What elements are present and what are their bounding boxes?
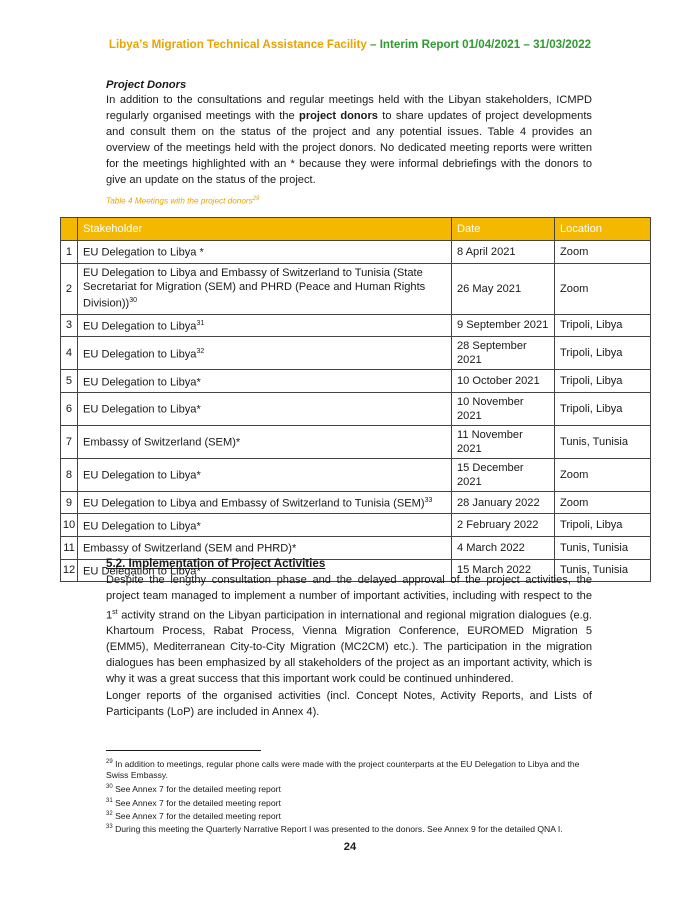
header-location: Location [555, 218, 651, 241]
row-stakeholder [78, 458, 452, 491]
stakeholder-text: EU Delegation to Libya* [83, 520, 201, 533]
footnote-divider [106, 750, 261, 751]
stakeholder-text: EU Delegation to Libya and Embassy of Switzerland to Tunisia (State Secretariat for Migration (SEM) and PHRD (Peace and Human Rights Division)) [83, 267, 426, 310]
footnote-number: 29 [106, 759, 113, 765]
header-stakeholder: Stakeholder [78, 218, 452, 241]
row-location: Zoom [555, 241, 651, 264]
table-row [61, 458, 651, 491]
header-period: – Interim Report 01/04/2021 – 31/03/2022 [366, 38, 592, 51]
table-row [61, 370, 651, 393]
row-location: Tunis, Tunisia [555, 559, 651, 582]
paragraph-project-donors [106, 93, 592, 188]
footnote-ref: 32 [196, 347, 205, 355]
para2-text-b: activity strand on the Libyan participation in international and regional migration dialogues (e.g. Khartoum Process, Rabat Process, Vienna Migration Conference, EUROMED Migration 5 (EMM5), Mediterranean City-to-City Migration (MC2CM) etc.). The participation in the migration dialogues has been emphasized by all stakeholders of the project as an important activity, which is why it was a great success that this important work could be continued unhindered. [106, 609, 592, 686]
row-date: 4 March 2022 [452, 536, 555, 559]
row-stakeholder [78, 491, 452, 514]
stakeholder-text: EU Delegation to Libya [83, 320, 197, 333]
row-number: 1 [61, 241, 78, 264]
footnote-text: In addition to meetings, regular phone calls were made with the project counterparts at the EU Delegation to Libya and the Swiss Embassy. [106, 758, 580, 781]
footnote-ref: 33 [424, 497, 433, 505]
para1-bold: project donors [299, 109, 378, 122]
row-location: Tripoli, Libya [555, 337, 651, 370]
section-heading-implementation: 5.2. Implementation of Project Activities [106, 557, 326, 570]
table-header-row [61, 218, 651, 241]
meetings-table [60, 217, 651, 582]
footnote-29 [106, 757, 596, 782]
row-date: 11 November 2021 [452, 425, 555, 458]
caption-text: Table 4 Meetings with the project donors [106, 196, 253, 206]
table-row [61, 392, 651, 425]
footnote-text: See Annex 7 for the detailed meeting report [112, 783, 281, 794]
footnote-ref: 30 [129, 297, 138, 305]
row-date: 26 May 2021 [452, 263, 555, 314]
para1-text-b: to share updates of project developments and consult them on the status of the project and any potential issues. Table 4 provides an overview of the meetings held with the project donors. No dedicated meeting reports were written for the meetings highlighted with an * because they were informal debriefings with the donors to give an update on the status of the project. [106, 109, 592, 186]
row-location: Zoom [555, 458, 651, 491]
para2-text-a: Despite the lengthy consultation phase and the delayed approval of the project activities, the project team managed to implement a number of important activities, including with respect to the 1 [106, 574, 592, 622]
row-stakeholder [78, 425, 452, 458]
running-header [0, 38, 700, 51]
table-row [61, 491, 651, 514]
row-stakeholder [78, 536, 452, 559]
para1-text-a: In addition to the consultations and regular meetings held with the Libyan stakeholders, ICMPD regularly organised meetings with the [106, 94, 592, 122]
footnote-text: See Annex 7 for the detailed meeting report [112, 810, 281, 821]
stakeholder-text: EU Delegation to Libya* [83, 376, 201, 389]
row-date: 8 April 2021 [452, 241, 555, 264]
stakeholder-text: Embassy of Switzerland (SEM and PHRD)* [83, 543, 297, 556]
header-date: Date [452, 218, 555, 241]
header-title: Libya’s Migration Technical Assistance Facility [108, 38, 367, 51]
footnote-ref: 31 [196, 320, 205, 328]
row-number: 2 [61, 263, 78, 314]
paragraph-implementation [106, 573, 592, 688]
table-row [61, 514, 651, 537]
row-number: 11 [61, 536, 78, 559]
row-location: Tunis, Tunisia [555, 536, 651, 559]
footnote-number: 31 [106, 797, 113, 804]
row-stakeholder [78, 337, 452, 370]
row-location: Tunis, Tunisia [555, 425, 651, 458]
row-number: 6 [61, 392, 78, 425]
row-location: Tripoli, Libya [555, 314, 651, 337]
row-location: Tripoli, Libya [555, 514, 651, 537]
row-date: 28 January 2022 [452, 491, 555, 514]
stakeholder-text: EU Delegation to Libya* [83, 404, 201, 417]
section-title-project-donors: Project Donors [106, 79, 187, 91]
row-number: 7 [61, 425, 78, 458]
stakeholder-text: EU Delegation to Libya * [83, 247, 204, 260]
row-number: 4 [61, 337, 78, 370]
row-stakeholder [78, 392, 452, 425]
table-row [61, 241, 651, 264]
footnote-text: See Annex 7 for the detailed meeting report [112, 797, 281, 808]
row-number: 8 [61, 458, 78, 491]
row-stakeholder [78, 514, 452, 537]
row-location: Zoom [555, 491, 651, 514]
row-date: 9 September 2021 [452, 314, 555, 337]
table-row [61, 337, 651, 370]
row-date: 28 September 2021 [452, 337, 555, 370]
table-row [61, 314, 651, 337]
stakeholder-text: EU Delegation to Libya and Embassy of Switzerland to Tunisia (SEM) [83, 497, 425, 510]
table-row [61, 425, 651, 458]
row-date: 10 November 2021 [452, 392, 555, 425]
stakeholder-text: EU Delegation to Libya [83, 348, 197, 361]
row-stakeholder [78, 314, 452, 337]
row-date: 15 December 2021 [452, 458, 555, 491]
row-number: 9 [61, 491, 78, 514]
row-stakeholder [78, 370, 452, 393]
footnote-number: 33 [106, 824, 113, 831]
row-date: 2 February 2022 [452, 514, 555, 537]
table-caption [106, 196, 259, 206]
row-date: 15 March 2022 [452, 559, 555, 582]
footnote-number: 32 [106, 810, 113, 817]
footnote-number: 30 [106, 784, 113, 791]
footnote-32 [106, 809, 596, 822]
row-location: Tripoli, Libya [555, 392, 651, 425]
page-number: 24 [343, 841, 357, 853]
stakeholder-text: EU Delegation to Libya* [83, 470, 201, 483]
footnote-31 [106, 796, 596, 809]
row-number: 5 [61, 370, 78, 393]
row-location: Zoom [555, 263, 651, 314]
header-num [61, 218, 78, 241]
table-row [61, 263, 651, 314]
paragraph-longer-reports: Longer reports of the organised activities (incl. Concept Notes, Activity Reports, and Lists of Participants (LoP) are included in Annex 4). [106, 690, 592, 718]
row-date: 10 October 2021 [452, 370, 555, 393]
footnote-text: During this meeting the Quarterly Narrative Report I was presented to the donors. See Annex 9 for the detailed QNA I. [112, 824, 563, 835]
row-number: 10 [61, 514, 78, 537]
footnote-30 [106, 782, 596, 795]
table-row [61, 536, 651, 559]
row-location: Tripoli, Libya [555, 370, 651, 393]
stakeholder-text: Embassy of Switzerland (SEM)* [83, 437, 241, 450]
row-number: 3 [61, 314, 78, 337]
caption-footnote-ref: 29 [252, 196, 260, 202]
para2-ordinal: st [112, 608, 118, 616]
footnote-33 [106, 822, 596, 835]
row-number: 12 [61, 559, 78, 582]
row-stakeholder [78, 241, 452, 264]
footnotes [106, 757, 596, 836]
stakeholder-text: EU Delegation to Libya* [83, 565, 201, 578]
row-stakeholder [78, 263, 452, 314]
